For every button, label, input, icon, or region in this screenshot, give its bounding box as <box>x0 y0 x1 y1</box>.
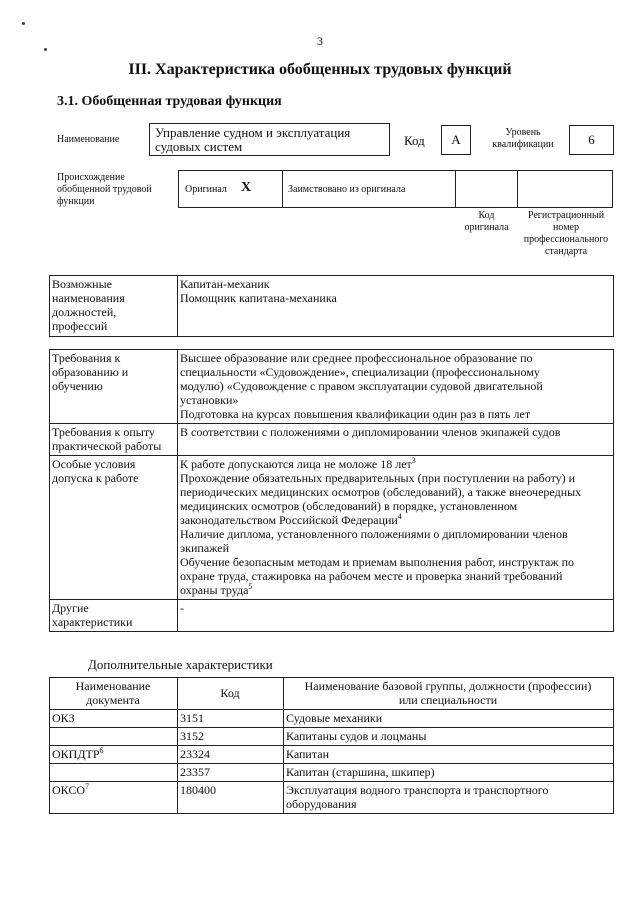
row-name: Капитан (старшина, шкипер) <box>284 764 614 782</box>
reg-number-caption: Регистрационный номер профессионального стандарта <box>523 210 609 257</box>
code-value: А <box>451 132 461 147</box>
education-label: Требования к образованию и обучению <box>50 350 178 424</box>
row-code: 180400 <box>178 782 284 814</box>
row-name: Капитаны судов и лоцманы <box>284 728 614 746</box>
row-code: 23357 <box>178 764 284 782</box>
footnote-ref: 3 <box>411 456 416 465</box>
requirements-table <box>49 349 614 632</box>
original-label: Оригинал <box>185 184 227 195</box>
experience-label: Требования к опыту практической работы <box>50 424 178 456</box>
education-value: Высшее образование или среднее профессиональное образование по специальности «Судовождение», специализации (профессиональному модулю) «Судовождение с правом эксплуатации судовой двигательной установки» Подготовка на курсах повышения квалификации один раз в пять лет <box>178 350 614 424</box>
origin-borrowed-cell <box>282 170 456 208</box>
level-label: Уровень квалификации <box>492 127 554 150</box>
row-name: Судовые механики <box>284 710 614 728</box>
origin-reg-cell <box>517 170 613 208</box>
positions-label: Возможные наименования должностей, профессий <box>50 276 178 337</box>
table-row <box>50 456 614 600</box>
code-original-caption: Код оригинала <box>464 210 509 233</box>
name-value-box <box>149 123 390 156</box>
table-row <box>50 600 614 632</box>
row-doc: ОКСО$^7$ <box>50 782 178 814</box>
name-label: Наименование <box>57 134 120 145</box>
row-doc <box>50 728 178 746</box>
original-mark: X <box>241 180 252 195</box>
footnote-ref: 6 <box>99 746 104 755</box>
table-header-row <box>50 678 614 710</box>
row-doc: ОКПДТР$^6$ <box>50 746 178 764</box>
footnote-ref: 5 <box>248 582 253 591</box>
conditions-label: Особые условия допуска к работе <box>50 456 178 600</box>
row-name: Капитан <box>284 746 614 764</box>
footnote-ref: 7 <box>85 782 90 791</box>
table-row <box>50 276 614 337</box>
additional-table <box>49 677 614 814</box>
level-value-box <box>569 125 614 155</box>
row-code: 23324 <box>178 746 284 764</box>
table-row <box>50 710 614 728</box>
row-code: 3151 <box>178 710 284 728</box>
borrowed-label: Заимствовано из оригинала <box>288 184 406 195</box>
code-value-box <box>441 125 471 155</box>
col-header-code: Код <box>178 678 284 710</box>
positions-value: Капитан-механик Помощник капитана-механика <box>178 276 614 337</box>
col-header-doc: Наименование документа <box>50 678 178 710</box>
positions-table <box>49 275 614 337</box>
experience-value: В соответствии с положениями о дипломировании членов экипажей судов <box>178 424 614 456</box>
table-row <box>50 782 614 814</box>
col-header-name: Наименование базовой группы, должности (профессии) или специальности <box>284 678 614 710</box>
page-number: 3 <box>317 34 323 48</box>
table-row <box>50 424 614 456</box>
table-row <box>50 764 614 782</box>
subsection-title: 3.1. Обобщенная трудовая функция <box>57 94 282 109</box>
table-row <box>50 350 614 424</box>
level-value: 6 <box>588 132 595 147</box>
other-label: Другие характеристики <box>50 600 178 632</box>
row-name: Эксплуатация водного транспорта и транспортного оборудования <box>284 782 614 814</box>
name-value-line1: Управление судном и эксплуатация <box>155 125 351 140</box>
table-row <box>50 728 614 746</box>
other-value: - <box>178 600 614 632</box>
name-value-line2: судовых систем <box>155 139 243 154</box>
row-doc: ОКЗ <box>50 710 178 728</box>
row-doc <box>50 764 178 782</box>
section-title: III. Характеристика обобщенных трудовых функций <box>128 61 512 78</box>
code-label: Код <box>404 133 425 148</box>
scan-speck <box>22 22 25 25</box>
origin-code-cell <box>455 170 518 208</box>
row-code: 3152 <box>178 728 284 746</box>
table-row <box>50 746 614 764</box>
origin-label: Происхождение обобщенной трудовой функции <box>57 172 152 207</box>
conditions-value: К работе допускаются лица не моложе 18 лет$^3$ Прохождение обязательных предварительных (при поступлении на работу) и периодических медицинских осмотров (обследований), а также внеочередных медицинских осмотров (обследований) в порядке, установленном законодательством Российской Федерации$^4$ Наличие диплома, установленного положениями о дипломировании членов экипажей Обучение безопасным методам и приемам выполнения работ, инструктаж по охране труда, стажировка на рабочем месте и проверка знаний требований охраны труда$^5$ <box>178 456 614 600</box>
origin-original-cell <box>178 170 283 208</box>
additional-title: Дополнительные характеристики <box>88 657 273 672</box>
footnote-ref: 4 <box>397 512 402 521</box>
